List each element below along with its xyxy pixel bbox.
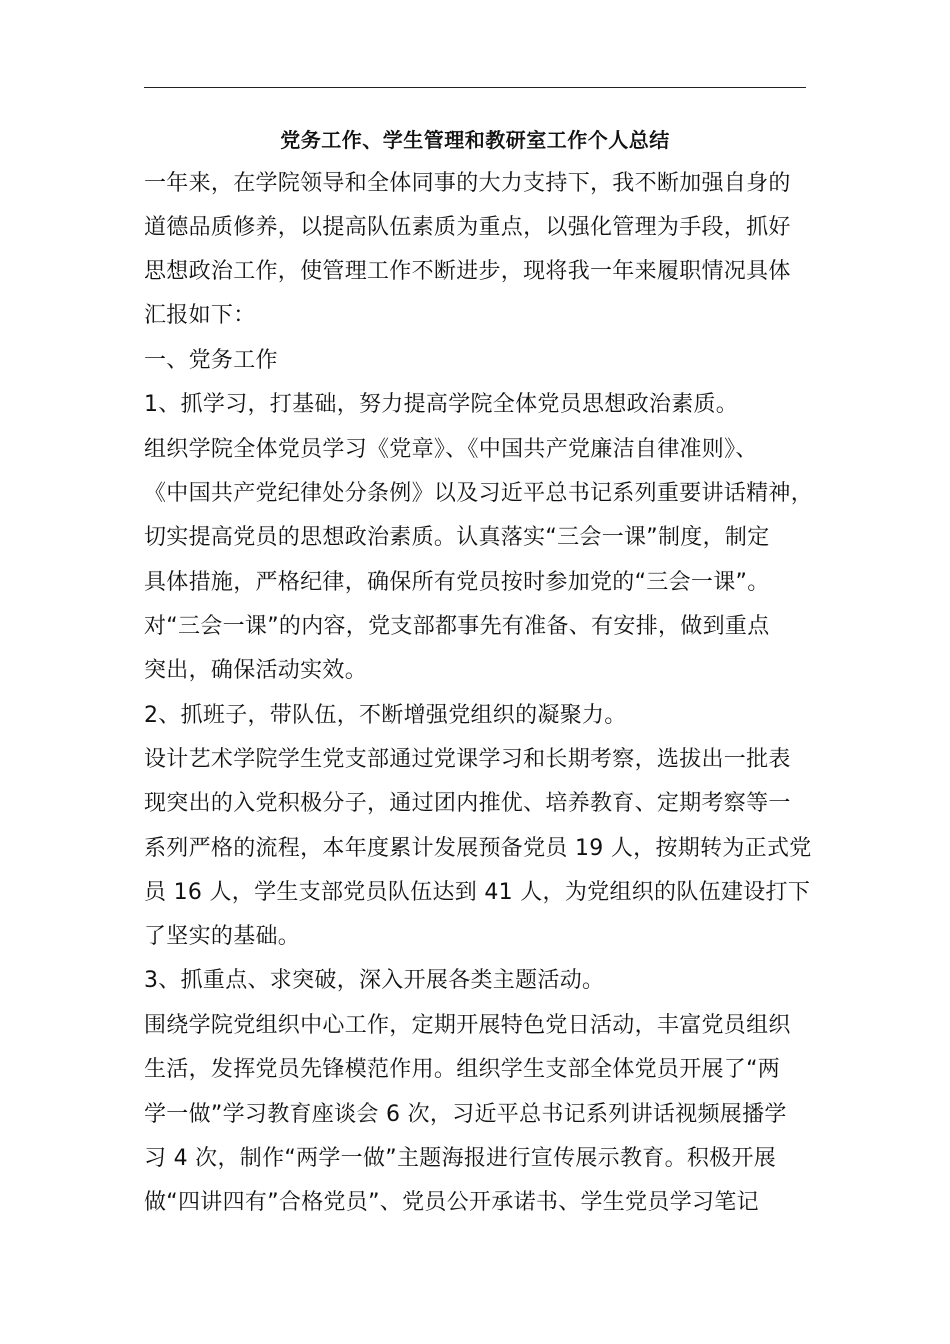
body-line: 学一做”学习教育座谈会 6 次，习近平总书记系列讲话视频展播学 bbox=[144, 1102, 787, 1127]
body-line: 一年来，在学院领导和全体同事的大力支持下，我不断加强自身的 bbox=[144, 171, 791, 196]
subsection-heading: 1、抓学习，打基础，努力提高学院全体党员思想政治素质。 bbox=[144, 392, 739, 417]
body-line: 切实提高党员的思想政治素质。认真落实“三会一课”制度，制定 bbox=[144, 525, 770, 550]
body-line: 员 16 人，学生支部党员队伍达到 41 人，为党组织的队伍建设打下 bbox=[144, 880, 811, 905]
body-line: 《中国共产党纪律处分条例》以及习近平总书记系列重要讲话精神， bbox=[144, 481, 814, 506]
body-line: 道德品质修养，以提高队伍素质为重点，以强化管理为手段，抓好 bbox=[144, 215, 791, 240]
body-line: 习 4 次，制作“两学一做”主题海报进行宣传展示教育。积极开展 bbox=[144, 1146, 777, 1171]
body-line: 对“三会一课”的内容，党支部都事先有准备、有安排，做到重点 bbox=[144, 614, 770, 639]
body-line: 具体措施，严格纪律，确保所有党员按时参加党的“三会一课”。 bbox=[144, 570, 770, 595]
subsection-heading: 2、抓班子，带队伍，不断增强党组织的凝聚力。 bbox=[144, 703, 627, 728]
body-line: 了坚实的基础。 bbox=[144, 924, 301, 949]
header-rule bbox=[144, 87, 806, 88]
body-line: 生活，发挥党员先锋模范作用。组织学生支部全体党员开展了“两 bbox=[144, 1057, 781, 1082]
body-line: 思想政治工作，使管理工作不断进步，现将我一年来履职情况具体 bbox=[144, 259, 791, 284]
subsection-heading: 3、抓重点、求突破，深入开展各类主题活动。 bbox=[144, 968, 605, 993]
body-line: 围绕学院党组织中心工作，定期开展特色党日活动，丰富党员组织 bbox=[144, 1013, 791, 1038]
body-line: 做“四讲四有”合格党员”、党员公开承诺书、学生党员学习笔记 bbox=[144, 1190, 759, 1215]
body-line: 汇报如下： bbox=[144, 303, 256, 328]
body-line: 突出，确保活动实效。 bbox=[144, 658, 368, 683]
body-line: 现突出的入党积极分子，通过团内推优、培养教育、定期考察等一 bbox=[144, 791, 791, 816]
section-heading: 一、党务工作 bbox=[144, 348, 278, 373]
document-title: 党务工作、学生管理和教研室工作个人总结 bbox=[280, 128, 670, 152]
body-line: 设计艺术学院学生党支部通过党课学习和长期考察，选拔出一批表 bbox=[144, 747, 791, 772]
body-line: 组织学院全体党员学习《党章》、《中国共产党廉洁自律准则》、 bbox=[144, 437, 758, 462]
body-line: 系列严格的流程，本年度累计发展预备党员 19 人，按期转为正式党 bbox=[144, 836, 812, 861]
